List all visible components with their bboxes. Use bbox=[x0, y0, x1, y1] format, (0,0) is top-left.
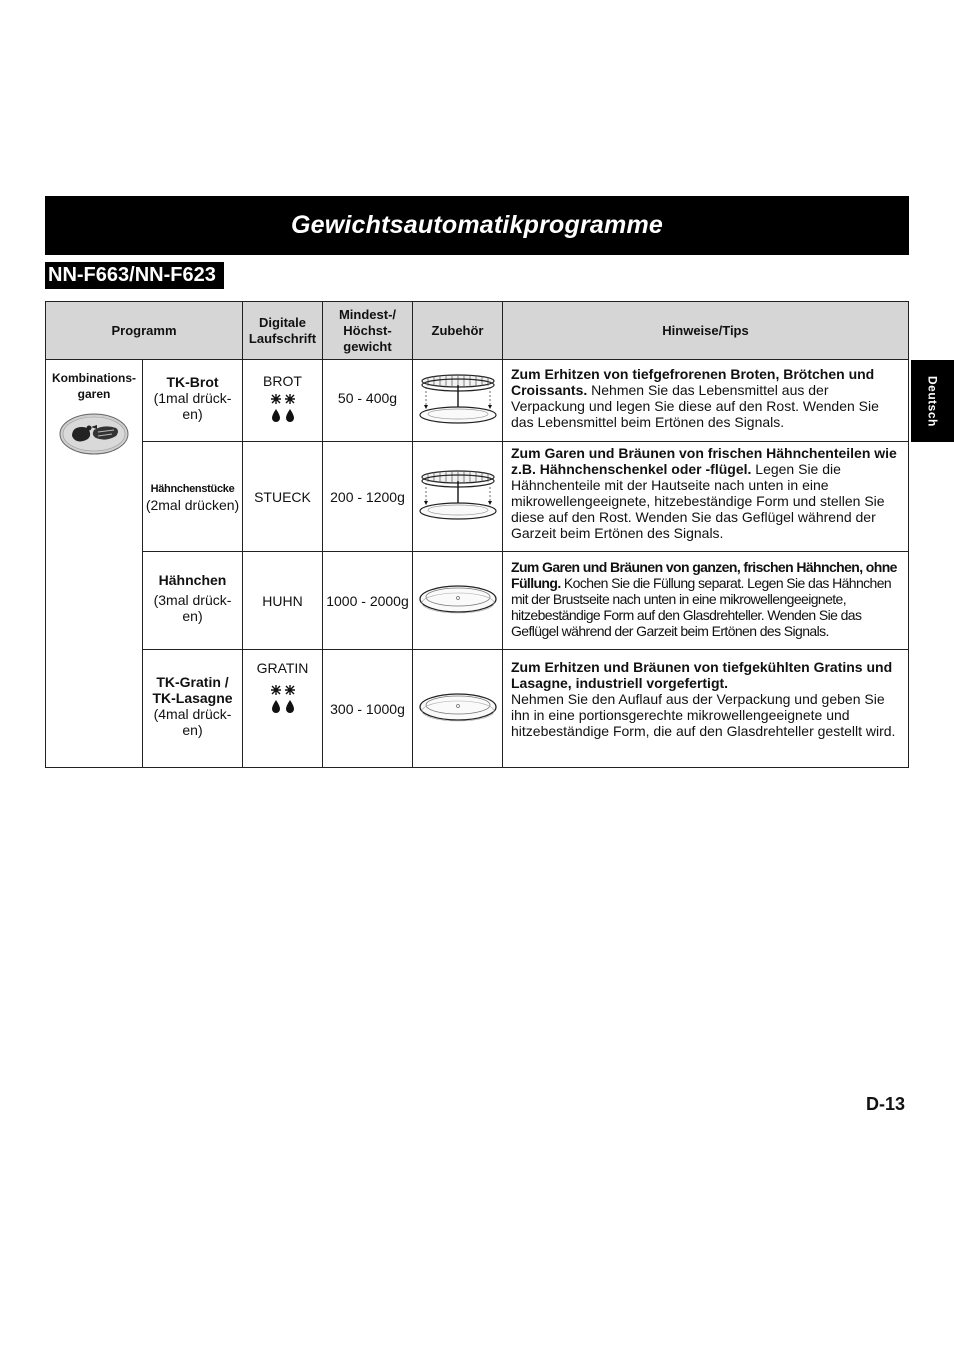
weight-range: 200 - 1200g bbox=[330, 488, 405, 505]
weight-cell bbox=[323, 650, 413, 768]
display-text: HUHN bbox=[262, 592, 303, 609]
program-table bbox=[45, 301, 909, 768]
accessory-cell bbox=[413, 650, 503, 768]
header-tips: Hinweise/Tips bbox=[503, 302, 909, 360]
glass-turntable-icon bbox=[418, 582, 498, 616]
page-title: Gewichtsautomatikprogramme bbox=[291, 211, 663, 239]
weight-cell bbox=[323, 442, 413, 552]
program-cell bbox=[143, 650, 243, 768]
rack-on-turntable-icon bbox=[418, 467, 498, 523]
combination-cooking-icon bbox=[58, 412, 130, 456]
tip-bold: Zum Erhitzen und Bräunen von tiefgekühlten Gratins und Lasagne, industriell vorgefertigt. bbox=[511, 659, 893, 691]
display-cell bbox=[243, 360, 323, 442]
tip-bold: Zum Erhitzen von tiefgefrorenen Broten, Brötchen und Croissants. bbox=[511, 366, 875, 398]
frozen-defrost-icon bbox=[268, 684, 298, 714]
tips-cell bbox=[503, 360, 909, 442]
tip-text: Kochen Sie die Füllung separat. Legen Sie das Hähnchen mit der Brustseite nach unten in eine mikrowellengeeignete, hitzebeständige Form auf den Glasdrehteller. Wenden Sie das Geflügel während der Garzeit beim Ertönen des Signals. bbox=[511, 575, 892, 639]
weight-range: 50 - 400g bbox=[337, 390, 398, 406]
display-cell bbox=[243, 650, 323, 768]
accessory-cell bbox=[413, 442, 503, 552]
tip-bold: Zum Garen und Bräunen von frischen Hähnchenteilen wie z.B. Hähnchenschenkel oder -flügel. bbox=[511, 445, 897, 477]
weight-cell bbox=[323, 360, 413, 442]
program-press: (3mal drück- en) bbox=[153, 592, 232, 624]
category-label: Kombinations- garen bbox=[52, 371, 136, 401]
tip-text: Nehmen Sie das Lebensmittel aus der Verpackung und legen Sie diese auf den Rost. Wenden Sie das Lebensmittel beim Ertönen des Signals. bbox=[511, 382, 879, 430]
weight-range: 1000 - 2000g bbox=[326, 592, 409, 609]
program-press: (4mal drück- en) bbox=[153, 706, 232, 738]
program-name: TK-Gratin / TK-Lasagne bbox=[152, 674, 233, 706]
glass-turntable-icon bbox=[418, 690, 498, 724]
header-programm: Programm bbox=[46, 302, 243, 360]
language-tab bbox=[911, 360, 954, 442]
display-text: STUECK bbox=[254, 488, 311, 505]
frozen-defrost-icon bbox=[268, 393, 298, 423]
title-bar bbox=[45, 196, 909, 255]
table-row bbox=[46, 552, 909, 650]
header-accessory: Zubehör bbox=[413, 302, 503, 360]
accessory-cell bbox=[413, 360, 503, 442]
display-cell bbox=[243, 552, 323, 650]
tips-cell bbox=[503, 552, 909, 650]
program-name: Hähnchen bbox=[158, 572, 227, 588]
program-name: Hähnchenstücke bbox=[150, 482, 235, 495]
program-cell bbox=[143, 442, 243, 552]
tip-text: Legen Sie die Hähnchenteile mit der Hautseite nach unten in eine mikrowellengeeignete, hitzebeständige Form und stellen Sie diese auf den Rost. Wenden Sie das Geflügel während der Garzeit beim Ertönen des Signals. bbox=[511, 461, 885, 541]
table-row bbox=[46, 650, 909, 768]
header-weight: Mindest-/ Höchst- gewicht bbox=[323, 302, 413, 360]
tip-text: Nehmen Sie den Auflauf aus der Verpackung und geben Sie ihn in eine portionsgerechte mikrowellengeeignete und hitzebeständige Form, die auf den Glasdrehteller gestellt wird. bbox=[511, 691, 896, 739]
table-row bbox=[46, 442, 909, 552]
program-cell bbox=[143, 360, 243, 442]
weight-range: 300 - 1000g bbox=[330, 700, 405, 717]
table-row bbox=[46, 360, 909, 442]
display-cell bbox=[243, 442, 323, 552]
weight-cell bbox=[323, 552, 413, 650]
program-press: (2mal drücken) bbox=[145, 496, 240, 513]
tips-cell bbox=[503, 442, 909, 552]
tip-bold: Zum Garen und Bräunen von ganzen, frischen Hähnchen, ohne Füllung. bbox=[511, 559, 897, 591]
tips-cell bbox=[503, 650, 909, 768]
model-label: NN-F663/NN-F623 bbox=[45, 262, 224, 289]
rack-on-turntable-icon bbox=[418, 371, 498, 427]
category-cell bbox=[46, 360, 143, 768]
program-cell bbox=[143, 552, 243, 650]
program-press: (1mal drück- en) bbox=[153, 390, 232, 422]
display-text: BROT bbox=[263, 373, 302, 389]
page-number: D-13 bbox=[866, 1094, 906, 1114]
accessory-cell bbox=[413, 552, 503, 650]
program-name: TK-Brot bbox=[166, 374, 219, 390]
display-text: GRATIN bbox=[256, 660, 309, 676]
table-header-row bbox=[46, 302, 909, 360]
language-tab-label: Deutsch bbox=[925, 375, 940, 427]
header-display: Digitale Laufschrift bbox=[243, 302, 323, 360]
